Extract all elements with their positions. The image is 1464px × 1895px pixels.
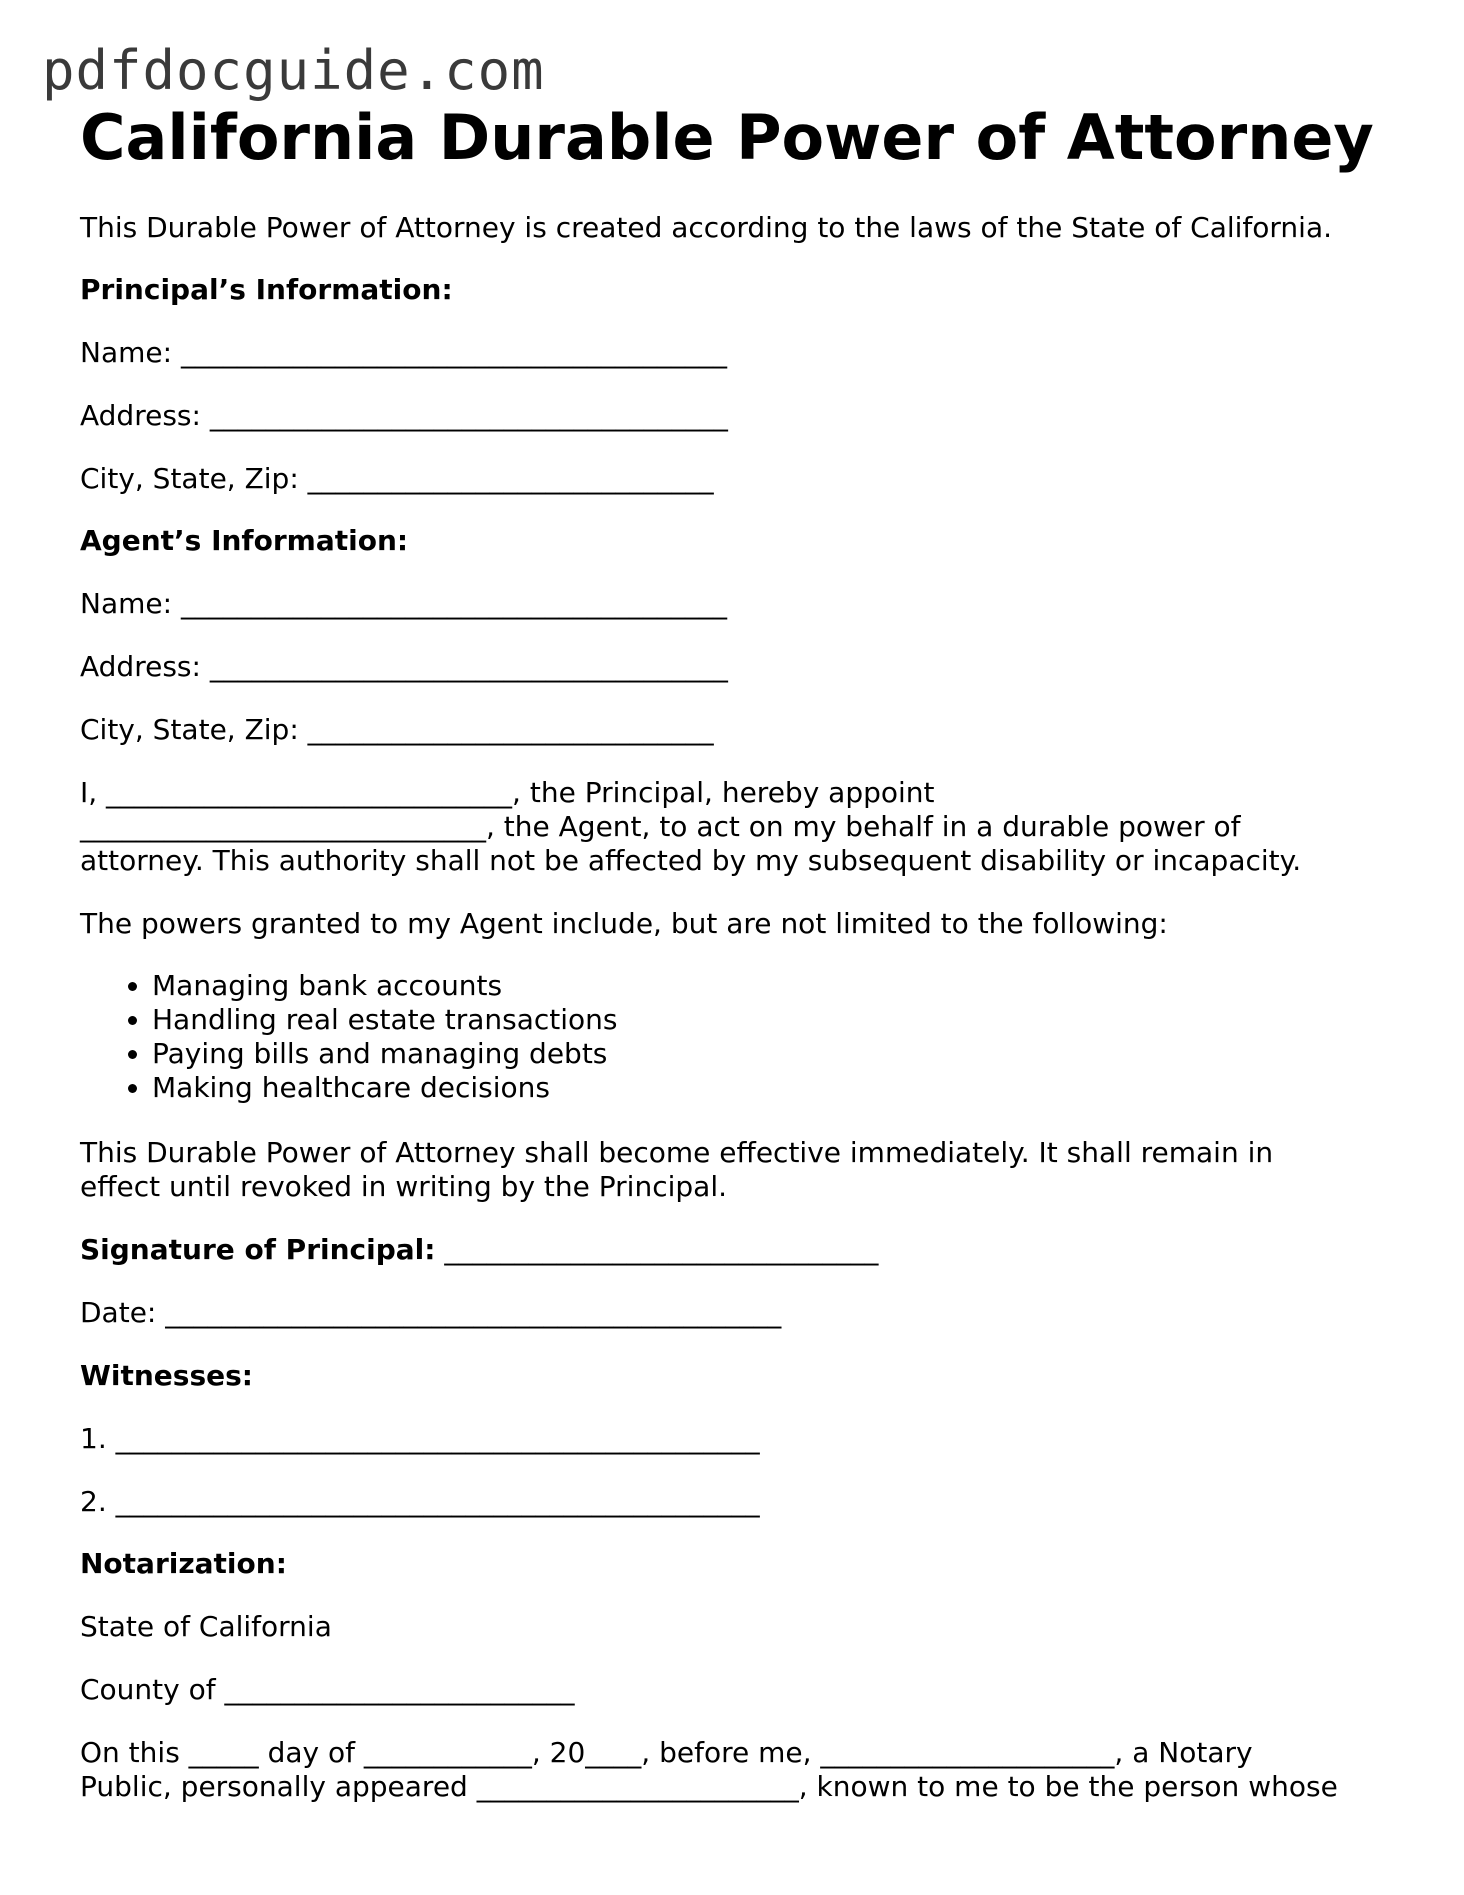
effective-line-1: This Durable Power of Attorney shall become effective immediately. It shall remain in: [80, 1136, 1274, 1169]
principal-name-field[interactable]: Name: _______________________________________: [80, 336, 727, 369]
principal-heading: Principal’s Information:: [80, 273, 453, 306]
notary-state: State of California: [80, 1610, 332, 1643]
witness-1-field[interactable]: 1. ______________________________________________: [80, 1422, 760, 1455]
signature-row: [80, 1233, 878, 1267]
notary-line-2: Public, personally appeared _______________________, known to me to be the person whose: [80, 1770, 1338, 1803]
effective-line-2: effect until revoked in writing by the Principal.: [80, 1170, 727, 1203]
list-item: • Paying bills and managing debts: [152, 1037, 618, 1071]
appoint-line-2: _____________________________, the Agent, to act on my behalf in a durable power of: [80, 810, 1241, 843]
notary-line-1: On this _____ day of ____________, 20____, before me, _____________________, a Notary: [80, 1736, 1253, 1769]
agent-address-field[interactable]: Address: _____________________________________: [80, 650, 728, 683]
signature-field[interactable]: _______________________________: [444, 1233, 879, 1266]
powers-list: [80, 969, 618, 1105]
notary-county-field[interactable]: County of _________________________: [80, 1673, 575, 1706]
watermark: pdfdocguide.com: [42, 39, 545, 102]
powers-intro: The powers granted to my Agent include, but are not limited to the following:: [80, 907, 1168, 940]
list-item: • Managing bank accounts: [152, 969, 618, 1003]
agent-heading: Agent’s Information:: [80, 524, 409, 557]
appoint-line-1: I, _____________________________, the Principal, hereby appoint: [80, 776, 935, 809]
principal-city-field[interactable]: City, State, Zip: _____________________________: [80, 462, 714, 495]
principal-address-field[interactable]: Address: _____________________________________: [80, 399, 728, 432]
agent-name-field[interactable]: Name: _______________________________________: [80, 587, 727, 620]
witness-2-field[interactable]: 2. ______________________________________________: [80, 1485, 760, 1518]
list-item: • Handling real estate transactions: [152, 1003, 618, 1037]
notarization-heading: Notarization:: [80, 1547, 287, 1580]
agent-city-field[interactable]: City, State, Zip: _____________________________: [80, 713, 714, 746]
document-title: California Durable Power of Attorney: [80, 101, 1374, 174]
date-field[interactable]: Date: ____________________________________________: [80, 1296, 782, 1329]
signature-label: Signature of Principal:: [80, 1233, 436, 1266]
intro-text: This Durable Power of Attorney is created according to the laws of the State of California.: [80, 211, 1333, 244]
witnesses-heading: Witnesses:: [80, 1359, 253, 1392]
appoint-line-3: attorney. This authority shall not be affected by my subsequent disability or incapacity.: [80, 844, 1302, 877]
list-item: • Making healthcare decisions: [152, 1071, 618, 1105]
